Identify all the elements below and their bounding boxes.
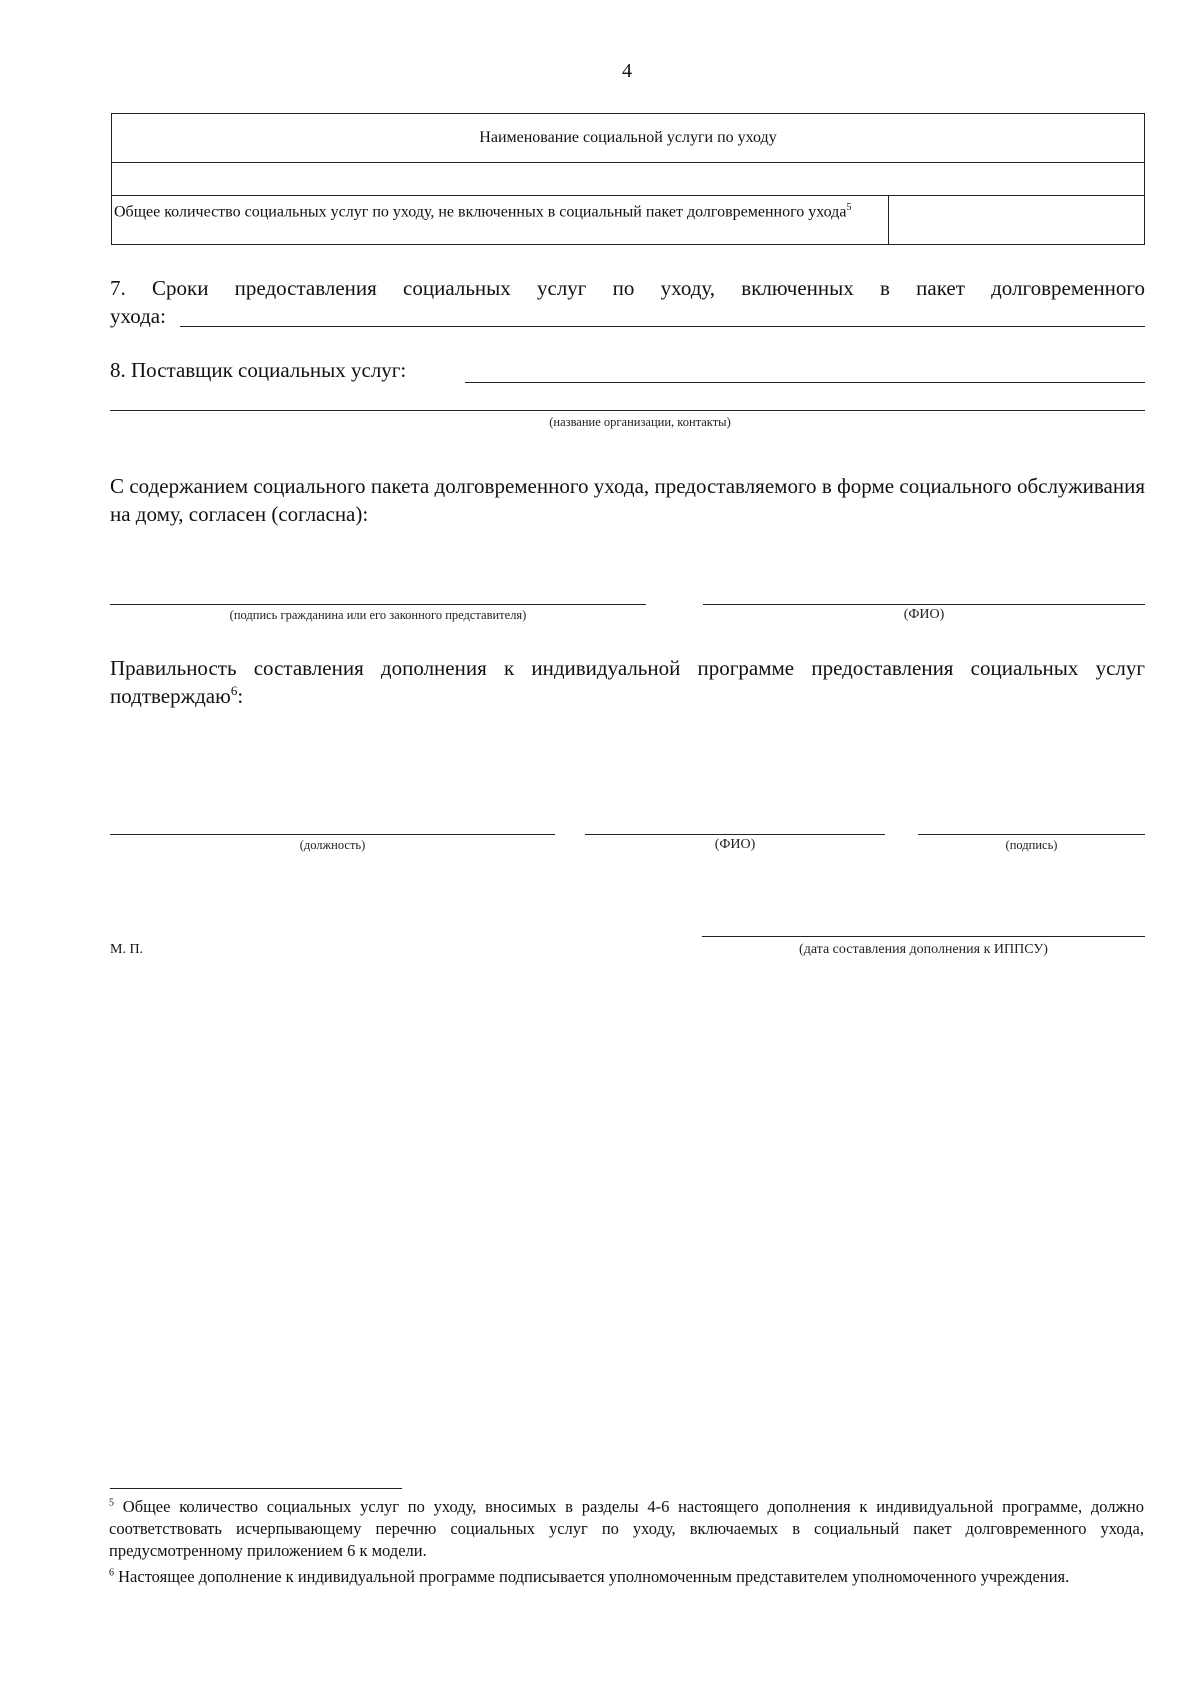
confirm-fio-line <box>585 834 885 835</box>
confirm-fio-caption: (ФИО) <box>714 837 756 852</box>
table-header: Наименование социальной услуги по уходу <box>112 114 1144 163</box>
table-total-row <box>112 195 1144 244</box>
date-line <box>702 936 1145 937</box>
section-8-fill-line <box>465 382 1145 383</box>
consent-sign-line <box>110 604 646 605</box>
confirm-text: Правильность составления дополнения к индивидуальной программе предоставления социальных услуг подтверждаю$^6$: <box>110 656 1145 708</box>
section-7-fill-line <box>180 326 1145 327</box>
footnote-6-number: 6 <box>109 1567 114 1579</box>
confirm-sign-line <box>918 834 1145 835</box>
confirm-sign-caption: (подпись) <box>1005 838 1058 852</box>
table-empty-row <box>112 162 1144 196</box>
footnote-6: $^6$ Настоящее дополнение к индивидуальной программе подписывается уполномоченным представителем уполномоченного учреждения. <box>109 1567 1070 1586</box>
footnote-separator <box>110 1488 402 1489</box>
consent-fio-caption: (ФИО) <box>903 607 945 622</box>
services-table <box>111 113 1145 245</box>
page-number: 4 <box>622 60 632 82</box>
position-caption: (должность) <box>299 838 366 852</box>
consent-sign-caption: (подпись гражданина или его законного представителя) <box>229 608 527 622</box>
footnote-ref-6: 6 <box>230 683 238 698</box>
section-7-text-cont: ухода: <box>110 304 166 328</box>
section-7-text: 7. Сроки предоставления социальных услуг по уходу, включенных в пакет долговременного <box>110 276 1145 300</box>
section-8-fill-line-2 <box>110 410 1145 411</box>
total-value-cell <box>888 195 1144 244</box>
footnote-ref-5: 5 <box>846 202 852 213</box>
stamp-label: М. П. <box>110 942 144 957</box>
section-8-caption: (название организации, контакты) <box>549 415 731 429</box>
date-caption: (дата составления дополнения к ИППСУ) <box>799 942 1048 957</box>
footnote-5: $^5$ Общее количество социальных услуг по уходу, вносимых в разделы 4-6 настоящего дополнения к индивидуальной программе, должно соответствовать исчерпывающему перечню социальных услуг по уходу, включаемых в социальный пакет долговременного ухода, предусмотренному приложением 6 к модели. <box>109 1497 1144 1560</box>
total-label: Общее количество социальных услуг по уходу, не включенных в социальный пакет долговременного ухода$^5$ <box>114 202 852 221</box>
footnote-5-number: 5 <box>109 1497 114 1509</box>
section-8-text: 8. Поставщик социальных услуг: <box>110 358 407 382</box>
consent-text: С содержанием социального пакета долговременного ухода, предоставляемого в форме социального обслуживания на дому, согласен (согласна): <box>110 474 1145 526</box>
position-line <box>110 834 555 835</box>
consent-fio-line <box>703 604 1145 605</box>
